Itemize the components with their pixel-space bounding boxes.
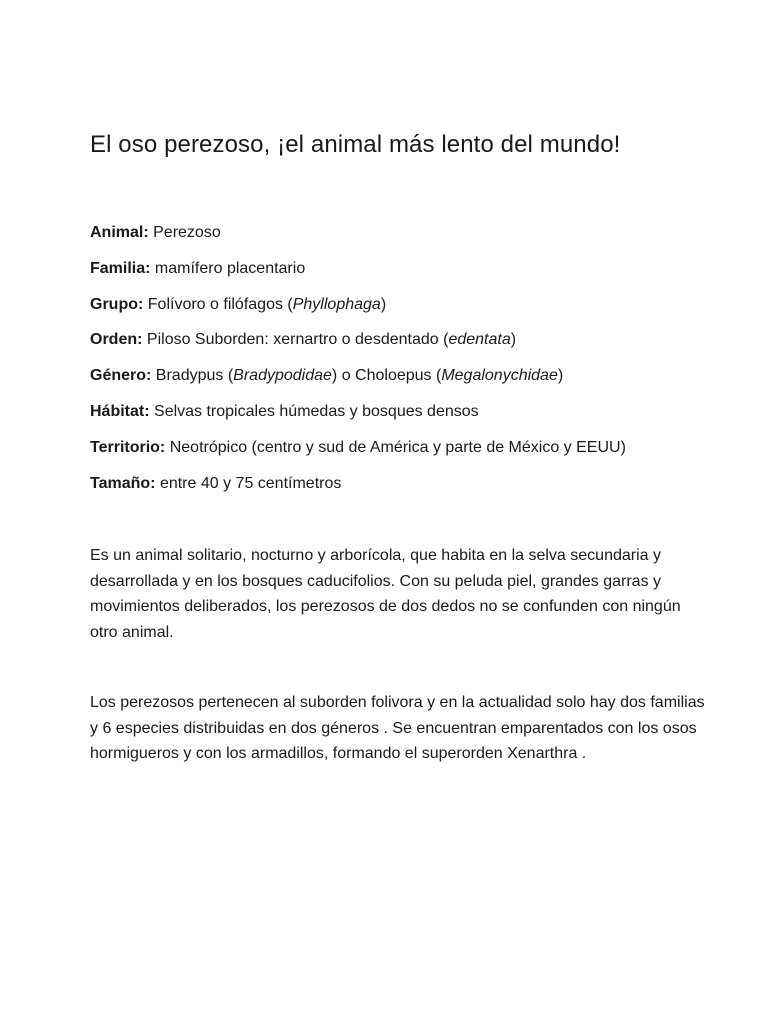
fact-sheet — [90, 222, 626, 508]
field-label: Género: — [90, 367, 152, 385]
field-label: Orden: — [90, 331, 143, 349]
field-label: Familia: — [90, 259, 151, 277]
field-value: ) o Choloepus ( — [331, 367, 442, 385]
field-label: Tamaño: — [90, 474, 156, 492]
page-title: El oso perezoso, ¡el animal más lento del mundo! — [90, 131, 621, 158]
field-genero — [90, 365, 626, 401]
field-value-italic: Phyllophaga — [292, 295, 381, 313]
field-value-italic: edentata — [448, 331, 511, 349]
field-value-italic: Megalonychidae — [441, 367, 558, 385]
field-value: Piloso Suborden: xernartro o desdentado ( — [146, 331, 449, 349]
field-value-italic: Bradypodidae — [233, 367, 332, 385]
field-grupo — [90, 294, 626, 330]
field-value: ) — [557, 367, 564, 385]
field-value: Selvas tropicales húmedas y bosques densos — [154, 402, 479, 420]
field-label: Grupo: — [90, 295, 144, 313]
field-familia — [90, 258, 626, 294]
field-habitat — [90, 401, 626, 437]
field-label: Territorio: — [90, 438, 166, 456]
field-value: entre 40 y 75 centímetros — [159, 474, 342, 492]
field-label: Hábitat: — [90, 402, 150, 420]
field-tamano — [90, 473, 626, 509]
field-value: ) — [380, 295, 387, 313]
field-value: Neotrópico (centro y sud de América y parte de México y EEUU) — [169, 438, 626, 456]
field-value: Bradypus ( — [155, 367, 234, 385]
field-animal — [90, 222, 626, 258]
field-orden — [90, 329, 626, 365]
field-value: Perezoso — [153, 224, 221, 241]
paragraph-taxonomy: Los perezosos pertenecen al suborden folivora y en la actualidad solo hay dos familias y 6 especies distribuidas en dos géneros . Se encuentran emparentados con los osos hormigueros y con los armadillos, formando el superorden Xenarthra . — [90, 694, 705, 762]
field-territorio — [90, 437, 626, 473]
field-value: mamífero placentario — [154, 259, 306, 277]
field-value: ) — [510, 331, 517, 349]
field-label: Animal: — [90, 224, 149, 241]
field-value: Folívoro o filófagos ( — [147, 295, 293, 313]
paragraph-description: Es un animal solitario, nocturno y arborícola, que habita en la selva secundaria y desarrollada y en los bosques caducifolios. Con su peluda piel, grandes garras y movimientos deliberados, los perezosos de dos dedos no se confunden con ningún otro animal. — [90, 547, 681, 641]
